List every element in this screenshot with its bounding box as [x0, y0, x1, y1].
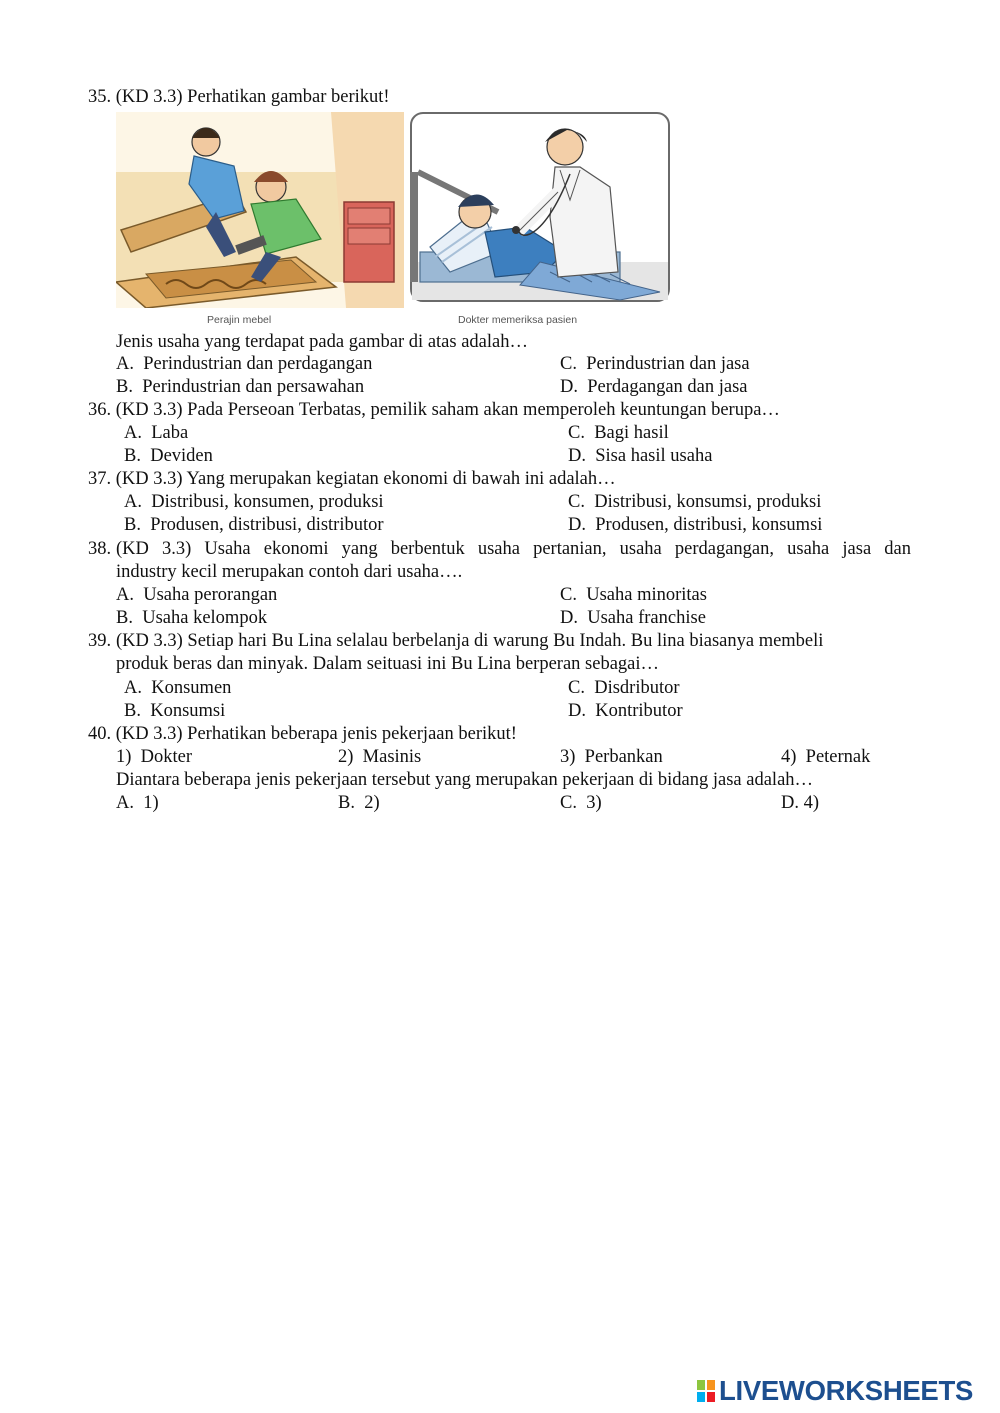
question-38-text-line2: industry kecil merupakan contoh dari usaha….	[116, 562, 463, 582]
option-letter: C.	[568, 678, 585, 698]
item-number: 1)	[116, 747, 132, 767]
liveworksheets-logo[interactable]	[697, 1376, 994, 1406]
option-letter: A.	[116, 793, 134, 813]
item-text: Perbankan	[584, 747, 663, 767]
question-38-text-line1: (KD 3.3) Usaha ekonomi yang berbentuk usaha pertanian, usaha perdagangan, usaha jasa dan	[116, 539, 911, 559]
option-text: Kontributor	[595, 701, 683, 721]
option-40-b[interactable]	[338, 792, 380, 815]
option-35-c[interactable]	[560, 353, 750, 376]
question-35-stem	[88, 86, 390, 109]
option-text: Distribusi, konsumsi, produksi	[594, 492, 822, 512]
question-37-stem	[88, 468, 616, 491]
item-number: 3)	[560, 747, 576, 767]
question-40-stem	[88, 723, 517, 746]
option-39-b[interactable]	[124, 700, 225, 723]
option-text: 3)	[586, 793, 602, 813]
question-39-number: 39.	[88, 631, 112, 651]
question-39-text-line1: (KD 3.3) Setiap hari Bu Lina selalau berbelanja di warung Bu Indah. Bu lina biasanya membeli	[116, 631, 824, 651]
job-item-2	[338, 746, 421, 769]
option-letter: A.	[124, 423, 142, 443]
option-text: 2)	[364, 793, 380, 813]
question-text: (KD 3.3) Perhatikan beberapa jenis pekerjaan berikut!	[115, 724, 517, 744]
question-39-text-line2: produk beras dan minyak. Dalam seituasi ini Bu Lina berperan sebagai…	[116, 654, 660, 674]
option-text: Bagi hasil	[594, 423, 669, 443]
liveworksheets-mark-icon	[697, 1380, 715, 1402]
caption-carpenter: Perajin mebel	[207, 314, 272, 326]
option-letter: B.	[116, 377, 133, 397]
option-36-a[interactable]	[124, 422, 188, 445]
option-40-a[interactable]	[116, 792, 159, 815]
option-37-a[interactable]	[124, 491, 384, 514]
job-item-3	[560, 746, 663, 769]
question-36-stem	[88, 399, 780, 422]
option-letter: D.	[781, 793, 799, 813]
option-text: 1)	[143, 793, 159, 813]
option-text: Perindustrian dan jasa	[586, 354, 750, 374]
caption-doctor: Dokter memeriksa pasien	[458, 314, 578, 326]
question-38-number: 38.	[88, 539, 112, 559]
option-letter: D.	[560, 608, 578, 628]
question-text: (KD 3.3) Pada Perseoan Terbatas, pemilik saham akan memperoleh keuntungan berupa…	[115, 400, 780, 420]
option-text: Usaha perorangan	[143, 585, 278, 605]
question-40-text: Diantara beberapa jenis pekerjaan tersebut yang merupakan pekerjaan di bidang jasa adalah…	[116, 770, 814, 790]
item-text: Dokter	[140, 747, 193, 767]
option-letter: C.	[568, 492, 585, 512]
option-text: Usaha kelompok	[142, 608, 268, 628]
item-number: 4)	[781, 747, 797, 767]
option-letter: C.	[560, 793, 577, 813]
option-text: Laba	[151, 423, 189, 443]
option-36-c[interactable]	[568, 422, 669, 445]
question-text: (KD 3.3) Yang merupakan kegiatan ekonomi di bawah ini adalah…	[115, 469, 616, 489]
option-39-d[interactable]	[568, 700, 683, 723]
option-39-a[interactable]	[124, 677, 231, 700]
option-text: Distribusi, konsumen, produksi	[151, 492, 384, 512]
option-text: Konsumsi	[150, 701, 226, 721]
option-letter: B.	[124, 515, 141, 535]
option-letter: C.	[560, 585, 577, 605]
option-text: 4)	[803, 793, 820, 813]
option-text: Usaha minoritas	[586, 585, 707, 605]
option-text: Perindustrian dan perdagangan	[143, 354, 373, 374]
option-35-b[interactable]	[116, 376, 364, 399]
option-35-d[interactable]	[560, 376, 748, 399]
option-text: Deviden	[150, 446, 213, 466]
option-39-c[interactable]	[568, 677, 680, 700]
option-letter: A.	[116, 354, 134, 374]
option-40-d[interactable]	[781, 792, 819, 815]
logo-text: LIVEWORKSHEETS	[719, 1375, 974, 1406]
option-text: Produsen, distribusi, konsumsi	[595, 515, 823, 535]
option-38-d[interactable]	[560, 607, 706, 630]
question-number: 35.	[88, 87, 112, 107]
option-text: Disdributor	[594, 678, 680, 698]
option-letter: D.	[568, 515, 586, 535]
option-text: Konsumen	[151, 678, 232, 698]
option-text: Sisa hasil usaha	[595, 446, 713, 466]
option-letter: A.	[124, 678, 142, 698]
item-text: Masinis	[362, 747, 422, 767]
question-number: 40.	[88, 724, 112, 744]
option-text: Perindustrian dan persawahan	[142, 377, 365, 397]
question-text: (KD 3.3) Perhatikan gambar berikut!	[115, 87, 390, 107]
option-35-a[interactable]	[116, 353, 372, 376]
doctor-illustration	[410, 112, 670, 307]
option-36-b[interactable]	[124, 445, 213, 468]
option-text: Produsen, distribusi, distributor	[150, 515, 384, 535]
option-38-b[interactable]	[116, 607, 267, 630]
option-37-c[interactable]	[568, 491, 821, 514]
option-letter: C.	[560, 354, 577, 374]
option-36-d[interactable]	[568, 445, 712, 468]
option-letter: B.	[338, 793, 355, 813]
question-number: 36.	[88, 400, 112, 420]
option-letter: D.	[568, 701, 586, 721]
option-letter: D.	[568, 446, 586, 466]
job-item-4	[781, 746, 870, 769]
option-letter: C.	[568, 423, 585, 443]
question-number: 37.	[88, 469, 112, 489]
option-38-a[interactable]	[116, 584, 277, 607]
option-letter: A.	[124, 492, 142, 512]
option-40-c[interactable]	[560, 792, 602, 815]
option-text: Usaha franchise	[587, 608, 706, 628]
option-letter: B.	[124, 701, 141, 721]
option-37-d[interactable]	[568, 514, 822, 537]
carpenter-illustration	[116, 112, 404, 313]
option-37-b[interactable]	[124, 514, 384, 537]
option-letter: D.	[560, 377, 578, 397]
job-item-1	[116, 746, 192, 769]
option-38-c[interactable]	[560, 584, 707, 607]
option-letter: B.	[116, 608, 133, 628]
option-text: Perdagangan dan jasa	[587, 377, 748, 397]
question-35-text: Jenis usaha yang terdapat pada gambar di atas adalah…	[116, 332, 528, 352]
item-number: 2)	[338, 747, 354, 767]
option-letter: A.	[116, 585, 134, 605]
item-text: Peternak	[805, 747, 871, 767]
option-letter: B.	[124, 446, 141, 466]
